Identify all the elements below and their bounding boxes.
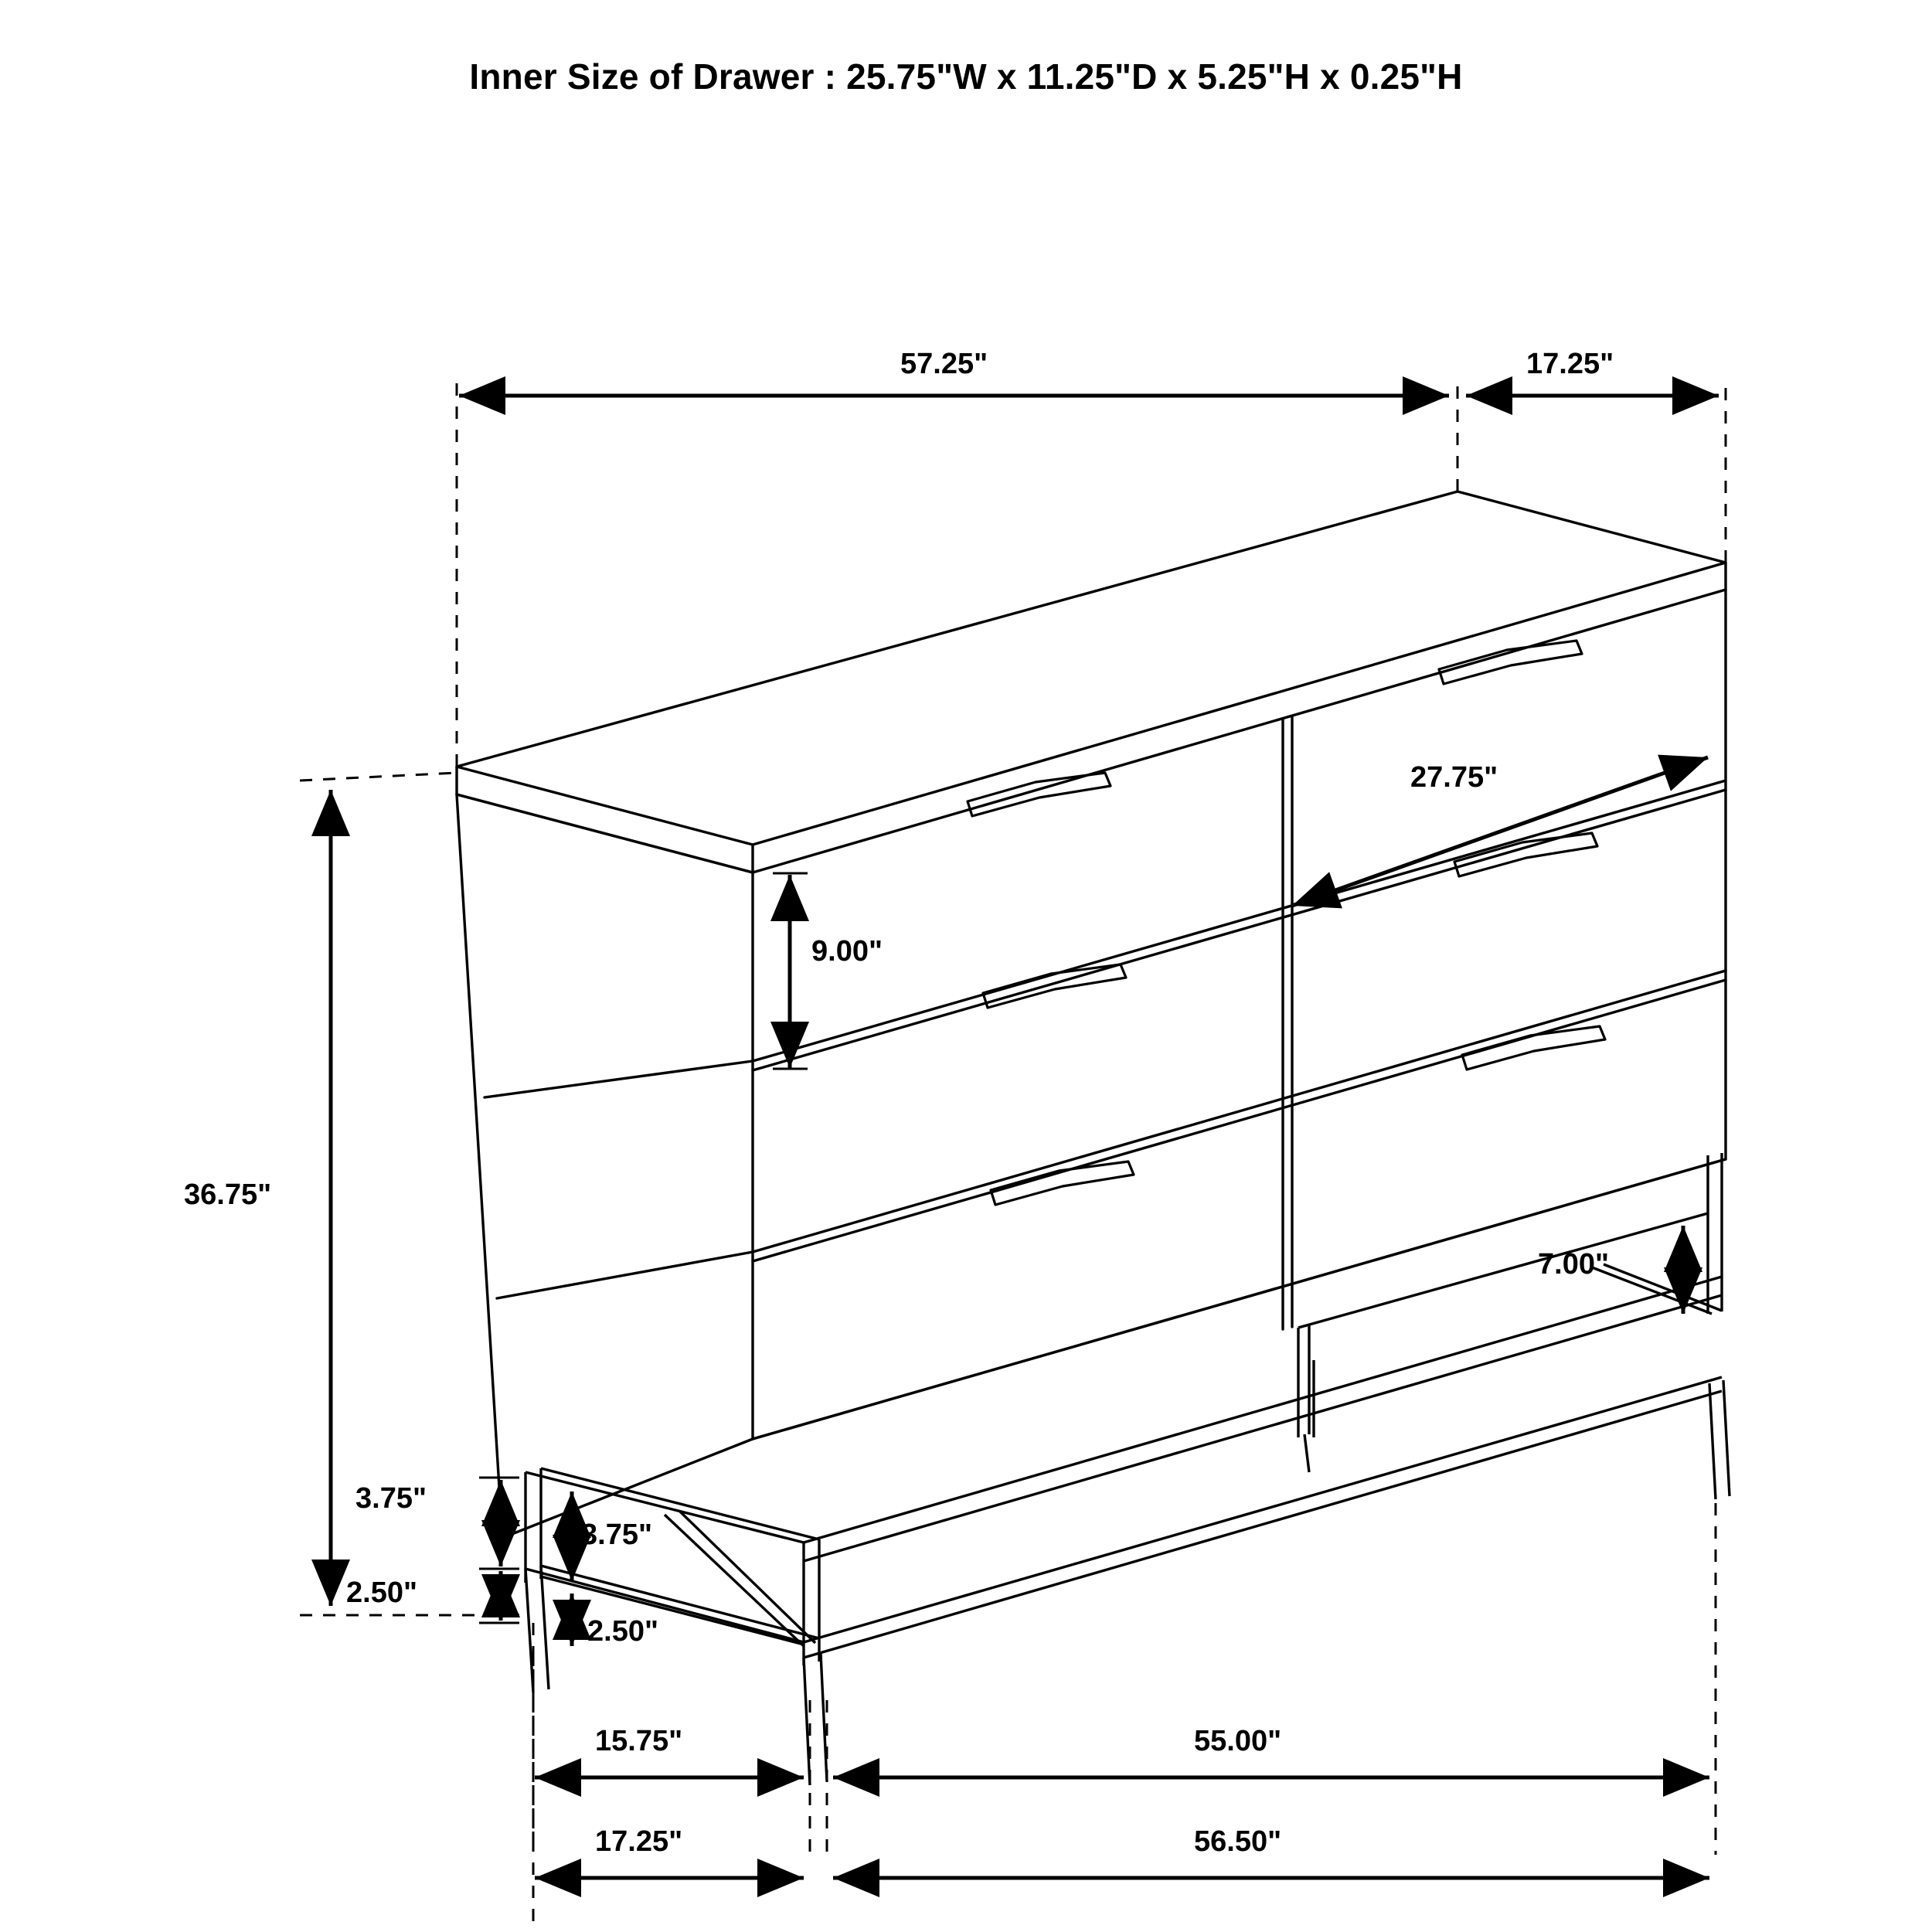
dim-base-depth-outer: 17.25" xyxy=(595,1825,683,1858)
dim-base-depth-left: 15.75" xyxy=(595,1725,683,1757)
dim-base-width-front: 55.00" xyxy=(1194,1725,1282,1757)
drawer-handles xyxy=(968,641,1605,1205)
dim-leg-height-right: 7.00" xyxy=(1538,1248,1609,1281)
dim-rail-upper-left: 3.75" xyxy=(355,1482,427,1515)
dim-total-height: 36.75" xyxy=(184,1179,272,1211)
cabinet-body xyxy=(457,492,1726,1538)
page-title: Inner Size of Drawer : 25.75"W x 11.25"D x 5.25"H x 0.25"H xyxy=(469,56,1463,97)
dim-drawer-height: 9.00" xyxy=(811,935,883,968)
dim-rail-lower-left: 2.50" xyxy=(346,1577,417,1609)
dim-top-width-side: 17.25" xyxy=(1526,348,1614,380)
dim-rail-upper-inner: 3.75" xyxy=(581,1519,652,1551)
dim-depth-arrow: 27.75" xyxy=(1410,761,1498,794)
dim-base-width-outer: 56.50" xyxy=(1194,1825,1282,1858)
dim-top-width-main: 57.25" xyxy=(900,348,988,380)
dim-rail-lower-inner: 2.50" xyxy=(587,1615,658,1648)
